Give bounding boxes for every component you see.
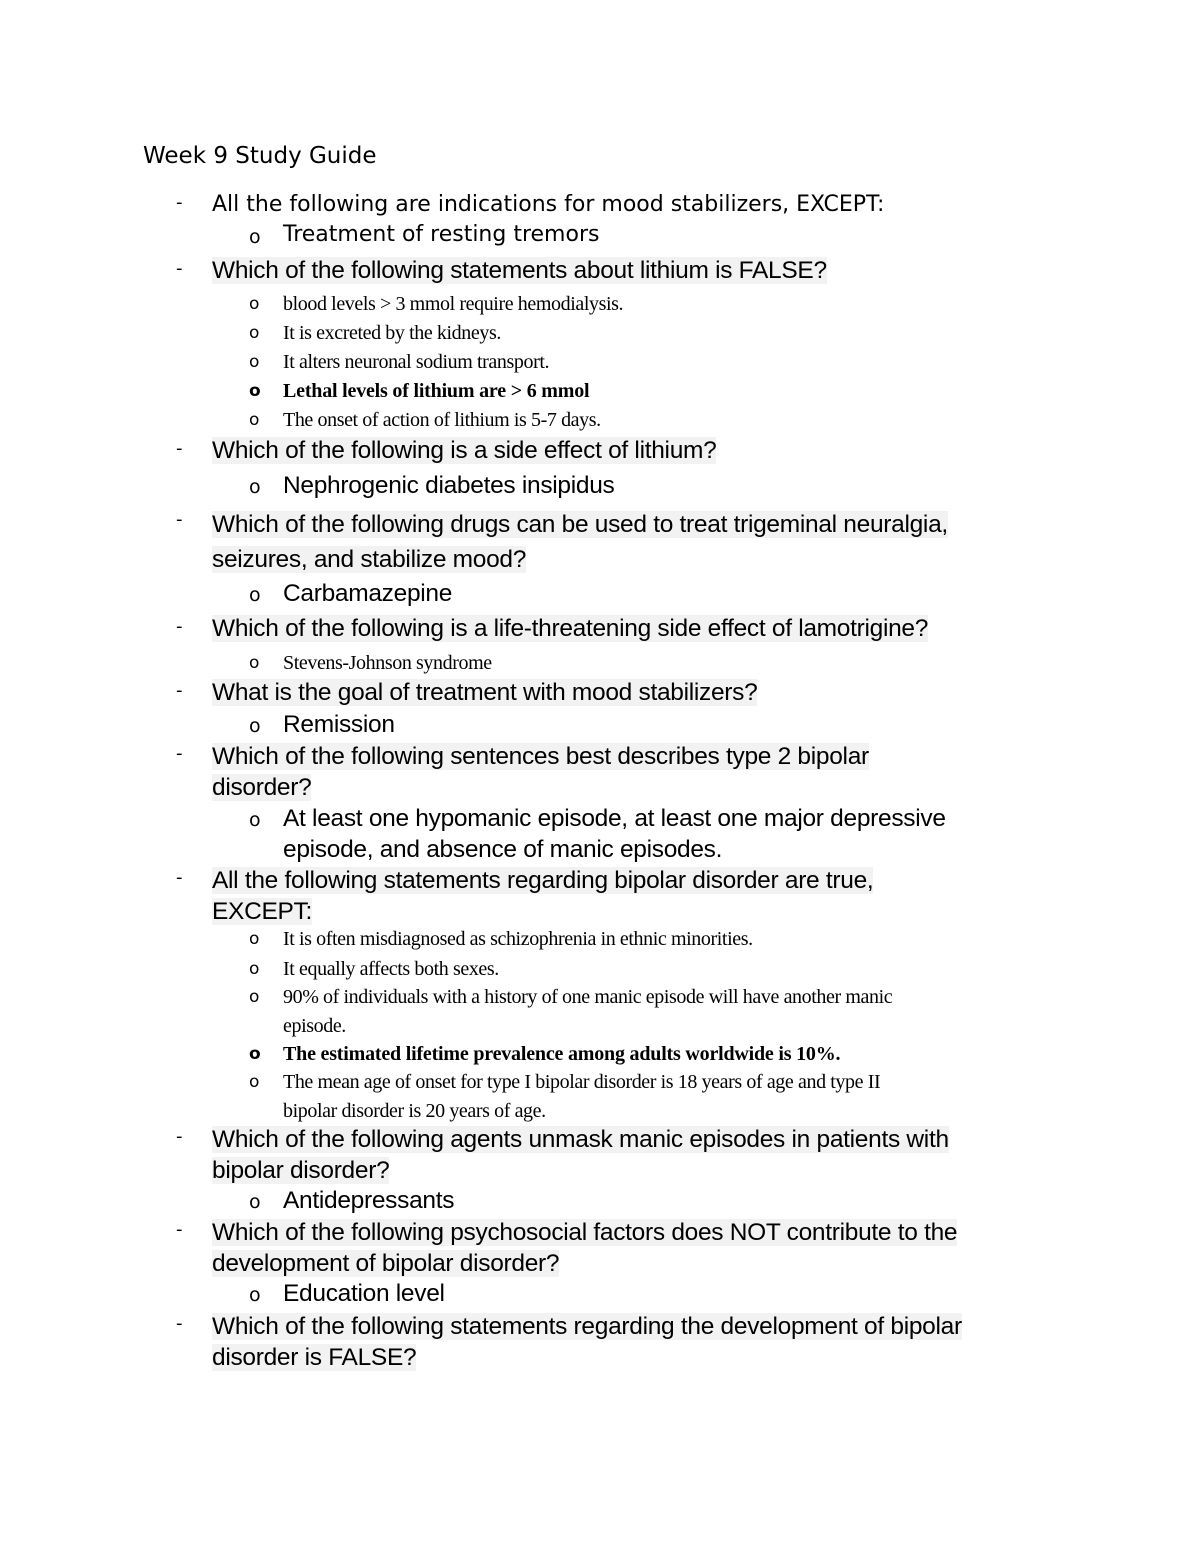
answer-bullet-marker: o: [249, 476, 261, 498]
question-text: [212, 678, 757, 708]
question-dash-marker: -: [176, 258, 183, 279]
question-line: bipolar disorder?: [212, 1157, 390, 1184]
question-line: disorder is FALSE?: [212, 1344, 417, 1371]
question-text: [212, 1311, 962, 1373]
question-line: Which of the following is a life-threatening side effect of lamotrigine?: [212, 615, 929, 642]
question-line: Which of the following psychosocial factors does NOT contribute to the: [212, 1219, 958, 1246]
answer-bullet-marker: o: [249, 410, 260, 430]
answer-line: bipolar disorder is 20 years of age.: [283, 1099, 546, 1122]
answer-line: 90% of individuals with a history of one manic episode will have another manic: [283, 986, 893, 1008]
question-line: Which of the following drugs can be used to treat trigeminal neuralgia,: [212, 511, 948, 538]
answer-text: [283, 925, 753, 954]
answer-line: It is often misdiagnosed as schizophrenia in ethnic minorities.: [283, 928, 753, 950]
answer-line: blood levels > 3 mmol require hemodialysis.: [283, 293, 624, 315]
question-line: development of bipolar disorder?: [212, 1250, 560, 1277]
answer-bullet-marker: o: [249, 1191, 261, 1213]
document-title: Week 9 Study Guide: [143, 143, 377, 169]
answer-text: [283, 1278, 445, 1309]
question-line: All the following statements regarding bipolar disorder are true,: [212, 867, 874, 894]
answer-line: Lethal levels of lithium are > 6 mmol: [283, 380, 590, 402]
question-dash-marker: -: [176, 1219, 183, 1240]
answer-line: Remission: [283, 711, 395, 738]
answer-text: [283, 1185, 454, 1216]
answer-bullet-marker: o: [249, 809, 261, 831]
answer-text: [283, 1068, 880, 1125]
answer-bullet-marker: o: [249, 653, 260, 673]
question-text: [212, 1217, 957, 1279]
answer-bullet-marker: o: [249, 381, 261, 401]
answer-text: [283, 983, 892, 1040]
question-dash-marker: -: [176, 438, 183, 459]
question-text: [212, 614, 928, 644]
answer-bullet-marker: o: [249, 715, 261, 737]
question-dash-marker: -: [176, 680, 183, 701]
answer-bullet-marker: o: [249, 1072, 260, 1092]
question-line: Which of the following sentences best describes type 2 bipolar: [212, 743, 869, 770]
question-line: Which of the following statements about lithium is FALSE?: [212, 257, 827, 284]
answer-line: It equally affects both sexes.: [283, 958, 499, 980]
answer-line: Carbamazepine: [283, 580, 453, 607]
question-line: All the following are indications for mood stabilizers, EXCEPT:: [212, 192, 885, 217]
answer-text: [283, 290, 623, 319]
question-text: [212, 507, 948, 577]
question-line: What is the goal of treatment with mood stabilizers?: [212, 679, 758, 706]
answer-bullet-marker: o: [249, 323, 260, 343]
answer-text: [283, 377, 589, 406]
question-line: EXCEPT:: [212, 898, 313, 925]
answer-line: At least one hypomanic episode, at least one major depressive: [283, 805, 946, 832]
question-dash-marker: -: [176, 743, 183, 764]
answer-line: Education level: [283, 1280, 445, 1307]
answer-line: episode.: [283, 1014, 346, 1037]
answer-line: Antidepressants: [283, 1187, 455, 1214]
answer-text: [283, 319, 501, 348]
question-dash-marker: -: [176, 192, 183, 213]
answer-text: [283, 709, 395, 740]
question-dash-marker: -: [176, 509, 183, 530]
answer-text: [283, 649, 492, 678]
question-text: [212, 436, 716, 466]
answer-bullet-marker: o: [249, 352, 260, 372]
answer-line: Nephrogenic diabetes insipidus: [283, 472, 615, 499]
answer-text: [283, 1040, 840, 1069]
answer-bullet-marker: o: [249, 584, 261, 606]
answer-line: The estimated lifetime prevalence among adults worldwide is 10%.: [283, 1043, 841, 1065]
answer-bullet-marker: o: [249, 959, 260, 979]
question-text: [212, 865, 873, 927]
answer-bullet-marker: o: [249, 294, 260, 314]
question-text: [212, 190, 884, 220]
question-dash-marker: -: [176, 616, 183, 637]
answer-text: [283, 348, 549, 377]
question-dash-marker: -: [176, 867, 183, 888]
question-text: [212, 741, 869, 803]
question-line: Which of the following agents unmask manic episodes in patients with: [212, 1126, 949, 1153]
question-dash-marker: -: [176, 1126, 183, 1147]
answer-line: Treatment of resting tremors: [283, 222, 600, 247]
question-text: [212, 256, 827, 286]
question-line: Which of the following statements regarding the development of bipolar: [212, 1313, 962, 1340]
answer-text: [283, 406, 601, 435]
answer-text: [283, 803, 946, 865]
question-line: Which of the following is a side effect of lithium?: [212, 437, 717, 464]
question-line: disorder?: [212, 774, 312, 801]
answer-line: episode, and absence of manic episodes.: [283, 836, 723, 863]
answer-line: It is excreted by the kidneys.: [283, 322, 501, 344]
answer-bullet-marker: o: [249, 987, 260, 1007]
answer-line: Stevens-Johnson syndrome: [283, 652, 492, 674]
answer-text: [283, 470, 615, 501]
answer-text: [283, 578, 452, 609]
question-text: [212, 1124, 949, 1186]
answer-bullet-marker: o: [249, 1044, 261, 1064]
answer-line: It alters neuronal sodium transport.: [283, 351, 550, 373]
question-dash-marker: -: [176, 1313, 183, 1334]
answer-bullet-marker: o: [249, 929, 260, 949]
answer-line: The onset of action of lithium is 5-7 days.: [283, 409, 601, 431]
answer-line: The mean age of onset for type I bipolar disorder is 18 years of age and type II: [283, 1071, 881, 1093]
answer-bullet-marker: o: [249, 226, 261, 248]
answer-bullet-marker: o: [249, 1284, 261, 1306]
answer-text: [283, 220, 599, 250]
question-line: seizures, and stabilize mood?: [212, 546, 527, 573]
answer-text: [283, 955, 499, 984]
